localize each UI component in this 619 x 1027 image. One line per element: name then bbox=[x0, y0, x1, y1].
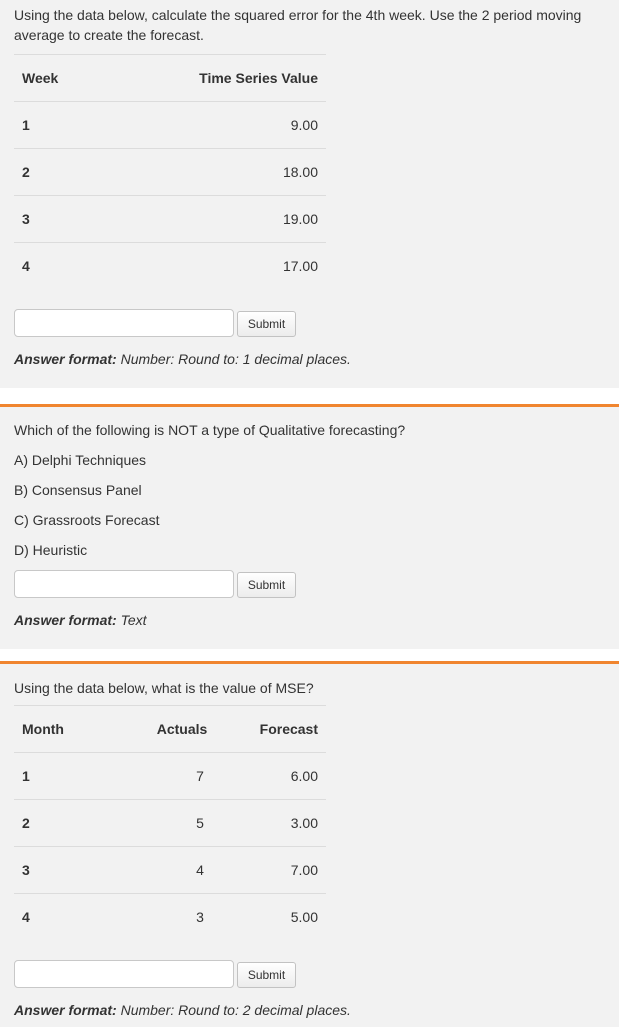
column-header-time-series-value: Time Series Value bbox=[101, 55, 326, 102]
option-d: D) Heuristic bbox=[14, 542, 88, 558]
table-row bbox=[14, 243, 326, 290]
answer-format-text: Number: Round to: 1 decimal places. bbox=[120, 351, 351, 367]
table-row bbox=[14, 847, 326, 894]
question-1-answer-input[interactable] bbox=[14, 309, 234, 337]
forecast-cell: 5.00 bbox=[290, 909, 318, 925]
month-cell: 3 bbox=[14, 847, 122, 894]
actuals-cell: 7 bbox=[122, 753, 242, 800]
actuals-cell: 3 bbox=[196, 909, 204, 925]
table-row bbox=[14, 800, 326, 847]
week-cell: 3 bbox=[14, 196, 101, 243]
answer-format-text: Number: Round to: 2 decimal places. bbox=[120, 1002, 351, 1018]
answer-format-text: Text bbox=[120, 612, 147, 628]
question-1-answer-format bbox=[14, 351, 351, 367]
column-header-forecast: Forecast bbox=[242, 706, 326, 753]
question-2-answer-format bbox=[14, 612, 147, 628]
table-header-row bbox=[14, 55, 326, 102]
value-cell: 19.00 bbox=[101, 196, 326, 243]
question-1-prompt: Using the data below, calculate the squared error for the 4th week. Use the 2 period moving average to create the forecast. bbox=[14, 7, 582, 43]
table-row bbox=[14, 894, 326, 941]
month-cell: 1 bbox=[14, 753, 122, 800]
actuals-cell: 5 bbox=[122, 800, 242, 847]
week-cell: 2 bbox=[14, 149, 101, 196]
question-2-submit-button[interactable]: Submit bbox=[237, 572, 296, 598]
question-1-panel bbox=[0, 0, 619, 388]
question-2-panel bbox=[0, 404, 619, 649]
table-row bbox=[14, 196, 326, 243]
question-3-prompt: Using the data below, what is the value of MSE? bbox=[14, 680, 314, 696]
question-3-submit-button[interactable]: Submit bbox=[237, 962, 296, 988]
column-header-week: Week bbox=[14, 55, 101, 102]
question-3-table bbox=[14, 705, 326, 940]
option-a: A) Delphi Techniques bbox=[14, 452, 147, 468]
table-header-row bbox=[14, 706, 326, 753]
answer-format-label: Answer format: bbox=[14, 351, 117, 367]
forecast-cell: 6.00 bbox=[242, 753, 326, 800]
question-1-table bbox=[14, 54, 326, 289]
actuals-cell: 4 bbox=[122, 847, 242, 894]
forecast-cell: 3.00 bbox=[242, 800, 326, 847]
option-b: B) Consensus Panel bbox=[14, 482, 142, 498]
column-header-month: Month bbox=[14, 706, 122, 753]
option-c: C) Grassroots Forecast bbox=[14, 512, 160, 528]
question-3-panel bbox=[0, 661, 619, 1027]
column-header-actuals: Actuals bbox=[122, 706, 242, 753]
answer-format-label: Answer format: bbox=[14, 612, 117, 628]
question-3-answer-format bbox=[14, 1002, 351, 1018]
answer-format-label: Answer format: bbox=[14, 1002, 117, 1018]
question-2-answer-input[interactable] bbox=[14, 570, 234, 598]
value-cell: 9.00 bbox=[101, 102, 326, 149]
week-cell: 1 bbox=[14, 102, 101, 149]
question-2-prompt: Which of the following is NOT a type of Qualitative forecasting? bbox=[14, 422, 406, 438]
week-cell: 4 bbox=[22, 258, 30, 274]
table-row bbox=[14, 149, 326, 196]
question-1-submit-button[interactable]: Submit bbox=[237, 311, 296, 337]
table-row bbox=[14, 102, 326, 149]
question-3-answer-input[interactable] bbox=[14, 960, 234, 988]
table-row bbox=[14, 753, 326, 800]
forecast-cell: 7.00 bbox=[242, 847, 326, 894]
value-cell: 18.00 bbox=[101, 149, 326, 196]
value-cell: 17.00 bbox=[282, 258, 318, 274]
month-cell: 4 bbox=[22, 909, 30, 925]
month-cell: 2 bbox=[14, 800, 122, 847]
